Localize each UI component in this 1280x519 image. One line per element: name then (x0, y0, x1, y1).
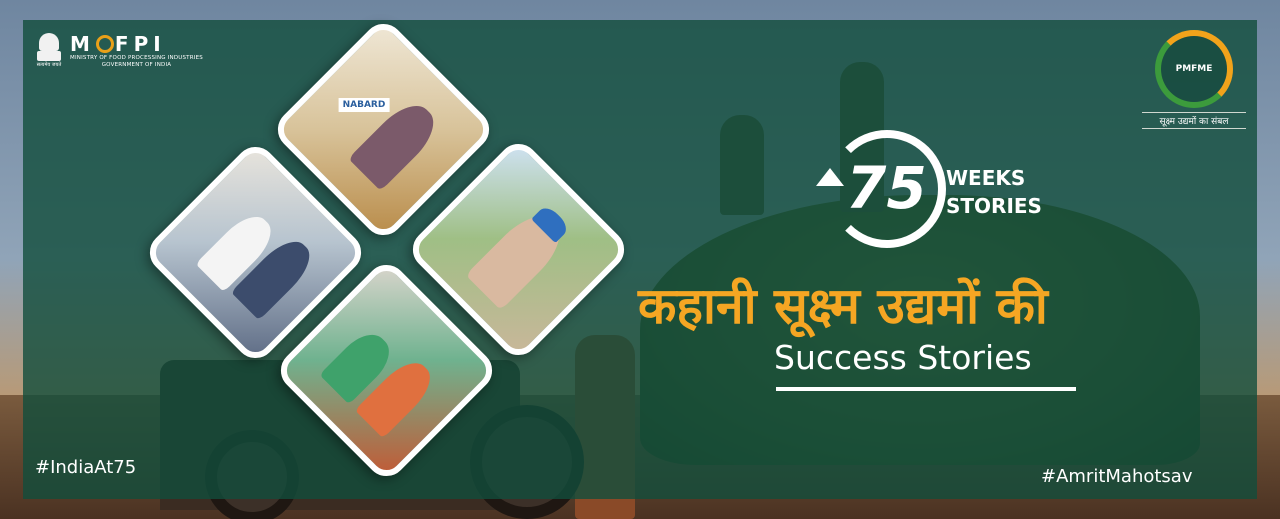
hashtag-amrit-mahotsav: #AmritMahotsav (1041, 466, 1193, 487)
hindi-title: कहानी सूक्ष्म उद्यमों की (638, 277, 1048, 335)
badge-weeks: WEEKS (946, 166, 1026, 190)
badge-label (946, 164, 1042, 220)
title-underline (776, 387, 1076, 391)
pmfme-logo (1142, 30, 1246, 129)
pmfme-tagline: सूक्ष्म उद्यमों का संबल (1142, 112, 1246, 129)
government-name: GOVERNMENT OF INDIA (101, 62, 172, 68)
gear-wheat-icon (1155, 30, 1233, 108)
emblem-caption: सत्यमेव जयते (36, 62, 62, 68)
mofpi-letter: M (70, 32, 95, 56)
stall-sign: NABARD (339, 98, 390, 112)
mofpi-letter: I (153, 32, 166, 56)
mofpi-letter: P (133, 32, 154, 56)
mofpi-wordmark (70, 33, 203, 69)
wheat-circle-icon (96, 35, 114, 53)
hashtag-india-at-75: #IndiaAt75 (35, 457, 137, 478)
pmfme-name: PMFME (1175, 64, 1213, 74)
arrow-head-icon (816, 168, 844, 186)
national-emblem-icon (36, 33, 62, 69)
badge-number: 75 (846, 154, 927, 222)
badge-stories: STORIES (946, 194, 1042, 218)
mofpi-letter: F (114, 32, 134, 56)
ministry-name: MINISTRY OF FOOD PROCESSING INDUSTRIES (70, 55, 203, 61)
english-title: Success Stories (774, 338, 1032, 377)
mofpi-logo (36, 33, 203, 69)
